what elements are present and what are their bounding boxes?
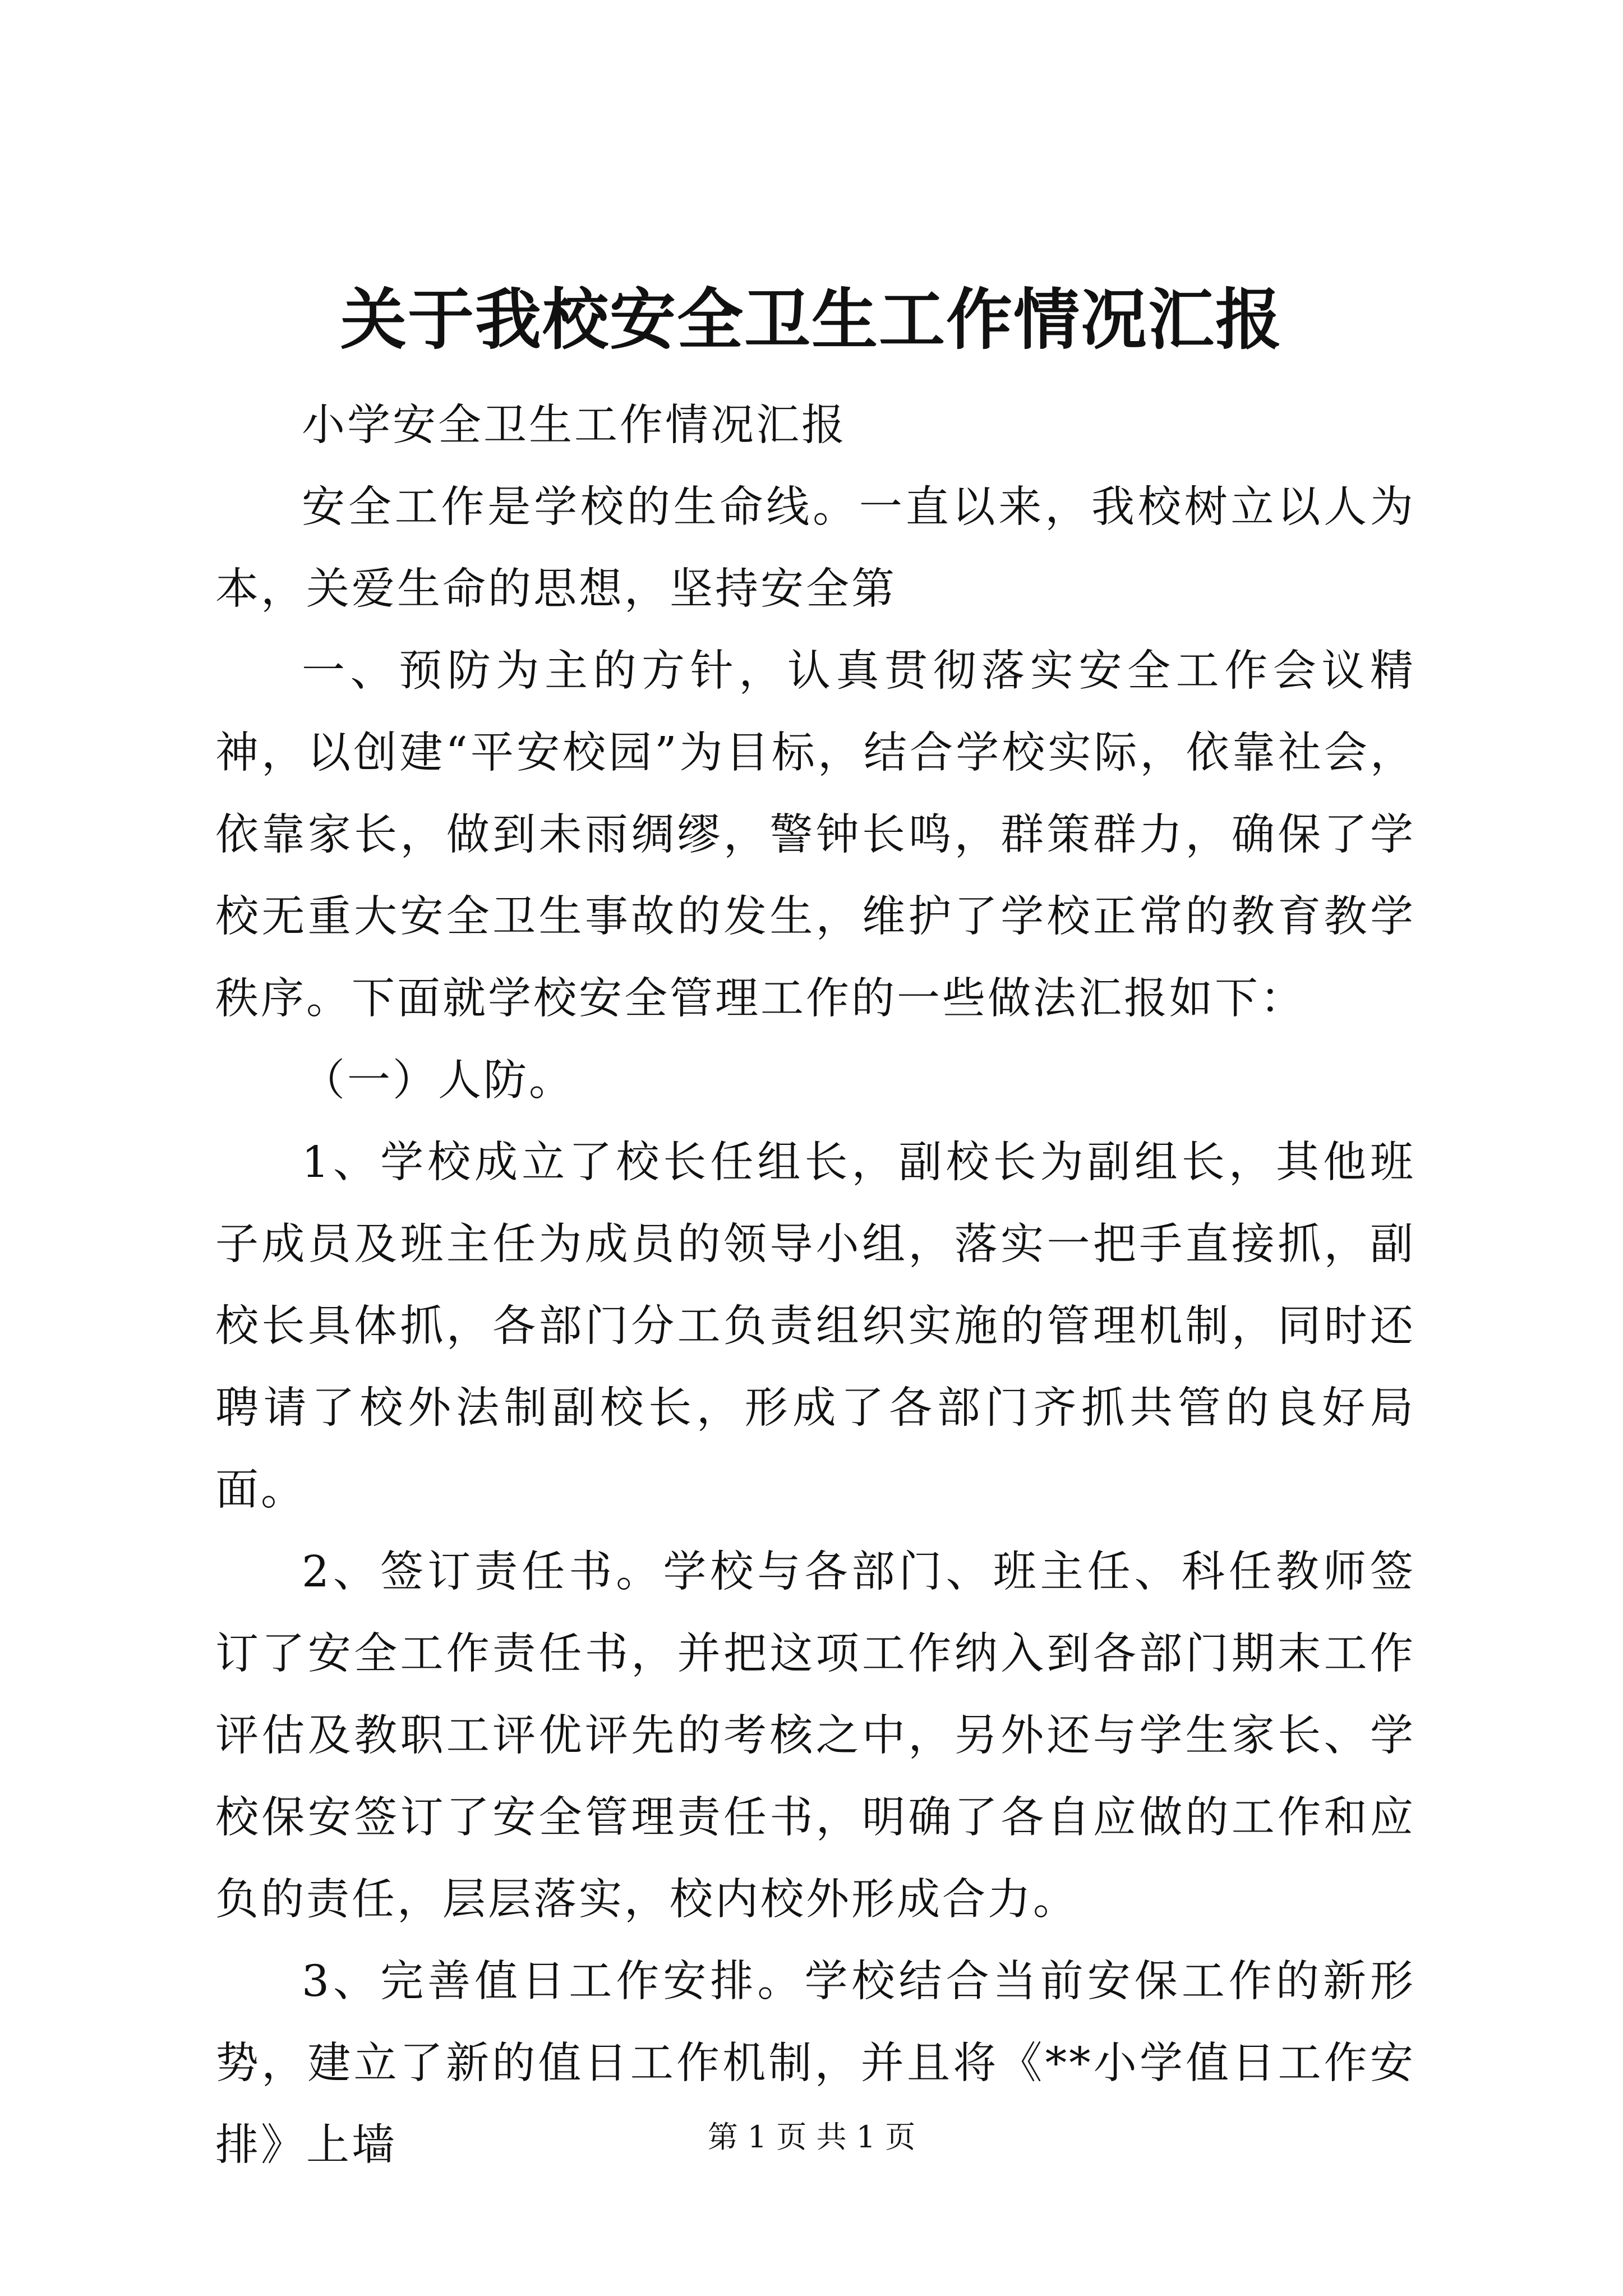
section-heading-personnel: （一）人防。 [302,1056,574,1106]
paragraph-policy: 一、预防为主的方针，认真贯彻落实安全工作会议精神，以创建“平安校园”为目标，结合学校实际，依靠社会，依靠家长，做到未雨绸缪，警钟长鸣，群策群力，确保了学校无重大安全卫生事故的发生，维护了学校正常的教育教学秩序。下面就学校安全管理工作的一些做法汇报如下： [215,646,1415,1024]
page-footer: 第 1 页 共 1 页 [707,2119,916,2155]
document-title: 关于我校安全卫生工作情况汇报 [340,280,1283,358]
document-body [215,385,1415,2187]
paragraph-subtitle: 小学安全卫生工作情况汇报 [302,401,847,450]
paragraph-item-1: 1、学校成立了校长任组长，副校长为副组长，其他班子成员及班主任为成员的领导小组，落实一把手直接抓，副校长具体抓，各部门分工负责组织实施的管理机制，同时还聘请了校外法制副校长，形成了各部门齐抓共管的良好局面。 [215,1138,1415,1515]
paragraph-item-2: 2、签订责任书。学校与各部门、班主任、科任教师签订了安全工作责任书，并把这项工作纳入到各部门期末工作评估及教职工评优评先的考核之中，另外还与学生家长、学校保安签订了安全管理责任书，明确了各自应做的工作和应负的责任，层层落实，校内校外形成合力。 [215,1547,1415,1925]
paragraph-intro: 安全工作是学校的生命线。一直以来，我校树立以人为本，关爱生命的思想，坚持安全第 [215,482,1415,614]
paragraph-item-3: 3、完善值日工作安排。学校结合当前安保工作的新形势，建立了新的值日工作机制，并且将《**小学值日工作安排》上墙 [215,1957,1415,2170]
